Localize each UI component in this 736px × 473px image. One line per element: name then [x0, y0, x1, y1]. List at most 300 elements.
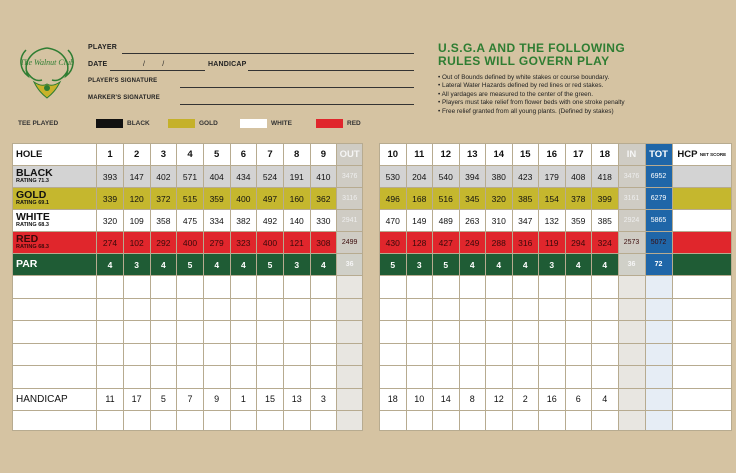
- score-cell[interactable]: [592, 321, 619, 344]
- score-cell[interactable]: [592, 343, 619, 366]
- hole-number: 1: [97, 144, 124, 166]
- score-cell[interactable]: [512, 321, 539, 344]
- black-yardage: 423: [512, 166, 539, 188]
- par-row-front: [13, 254, 363, 276]
- score-cell[interactable]: [203, 366, 230, 389]
- score-cell[interactable]: [592, 366, 619, 389]
- hole-row-front: [13, 144, 363, 166]
- hole-number: 14: [486, 144, 513, 166]
- in-score-cell[interactable]: [618, 321, 645, 344]
- score-cell[interactable]: [97, 366, 124, 389]
- hole-label-cell: [13, 144, 97, 166]
- score-cell[interactable]: [565, 298, 592, 321]
- club-logo-icon: [12, 40, 82, 106]
- hole-number: 5: [203, 144, 230, 166]
- score-row: [13, 343, 363, 366]
- red-yardage: 400: [257, 232, 284, 254]
- score-cell[interactable]: [283, 321, 310, 344]
- score-cell[interactable]: [486, 410, 513, 430]
- black-yardage: 204: [406, 166, 433, 188]
- score-cell[interactable]: [310, 343, 337, 366]
- gold-yardage: 515: [177, 188, 204, 210]
- score-cell[interactable]: [150, 343, 177, 366]
- hole-number: 15: [512, 144, 539, 166]
- rule-item: • Players must take relief from flower beds with one stroke penalty: [438, 99, 625, 107]
- white-tee-name: WHITE: [16, 211, 50, 223]
- score-row: [380, 321, 732, 344]
- white-yardage: 385: [592, 210, 619, 232]
- score-cell[interactable]: [486, 366, 513, 389]
- hcp-score-cell[interactable]: [672, 366, 732, 389]
- player-signature-field[interactable]: [88, 78, 157, 84]
- score-cell[interactable]: [512, 298, 539, 321]
- gold-yardage: 345: [459, 188, 486, 210]
- score-cell[interactable]: [177, 321, 204, 344]
- total-score-cell[interactable]: [645, 410, 672, 430]
- score-cell[interactable]: [257, 298, 284, 321]
- score-cell[interactable]: [310, 298, 337, 321]
- score-cell[interactable]: [486, 343, 513, 366]
- in-blank: [618, 388, 645, 410]
- par-grand-total: 72: [645, 254, 672, 276]
- player-name-cell[interactable]: [13, 410, 97, 430]
- score-cell[interactable]: [380, 343, 407, 366]
- gold-yardage: 160: [283, 188, 310, 210]
- player-name-cell[interactable]: [13, 343, 97, 366]
- score-cell[interactable]: [512, 343, 539, 366]
- score-cell[interactable]: [433, 343, 460, 366]
- hcp-score-cell[interactable]: [672, 410, 732, 430]
- red-yardage: 294: [565, 232, 592, 254]
- score-cell[interactable]: [257, 321, 284, 344]
- score-cell[interactable]: [406, 343, 433, 366]
- white-yardage: 359: [565, 210, 592, 232]
- white-yardage: 263: [459, 210, 486, 232]
- score-cell[interactable]: [406, 321, 433, 344]
- score-cell[interactable]: [310, 366, 337, 389]
- gold-row-front: [13, 188, 363, 210]
- score-cell[interactable]: [283, 366, 310, 389]
- score-cell[interactable]: [672, 254, 732, 276]
- gold-yardage: 168: [406, 188, 433, 210]
- score-cell[interactable]: [230, 343, 257, 366]
- score-cell[interactable]: [539, 276, 566, 299]
- player-field[interactable]: [88, 44, 117, 51]
- score-cell[interactable]: [459, 321, 486, 344]
- total-score-cell[interactable]: [645, 276, 672, 299]
- hcp-header: [672, 144, 732, 166]
- score-cell[interactable]: [230, 298, 257, 321]
- hole-number: 3: [150, 144, 177, 166]
- black-yardage: 434: [230, 166, 257, 188]
- tee-swatch-black[interactable]: [96, 119, 123, 128]
- score-cell[interactable]: [257, 276, 284, 299]
- score-cell[interactable]: [203, 410, 230, 430]
- score-row: [13, 298, 363, 321]
- score-cell[interactable]: [123, 321, 150, 344]
- gold-yardage: 372: [150, 188, 177, 210]
- par-row-back: [380, 254, 732, 276]
- gold-yardage: 154: [539, 188, 566, 210]
- par-tee-name: PAR: [16, 258, 38, 270]
- score-cell[interactable]: [230, 276, 257, 299]
- handicap-value: 7: [177, 388, 204, 410]
- score-cell[interactable]: [406, 298, 433, 321]
- handicap-value: 3: [310, 388, 337, 410]
- black-yardage: 571: [177, 166, 204, 188]
- score-cell[interactable]: [150, 276, 177, 299]
- score-cell[interactable]: [539, 343, 566, 366]
- in-score-cell[interactable]: [618, 410, 645, 430]
- gold-yardage: 359: [203, 188, 230, 210]
- total-score-cell[interactable]: [645, 321, 672, 344]
- score-cell[interactable]: [459, 366, 486, 389]
- red-row-front: [13, 232, 363, 254]
- white-yardage: 492: [257, 210, 284, 232]
- in-score-cell[interactable]: [618, 298, 645, 321]
- gold-yardage: 362: [310, 188, 337, 210]
- par-label-cell: [13, 254, 97, 276]
- tee-label-black: BLACK: [127, 120, 150, 127]
- out-score-cell[interactable]: [337, 298, 363, 321]
- score-cell[interactable]: [433, 276, 460, 299]
- total-score-cell[interactable]: [645, 343, 672, 366]
- marker-signature-label: MARKER'S SIGNATURE: [88, 95, 160, 101]
- score-cell[interactable]: [310, 276, 337, 299]
- handicap-value: 8: [459, 388, 486, 410]
- score-row: [13, 410, 363, 430]
- black-tee-name: BLACK: [16, 167, 53, 179]
- score-row: [380, 276, 732, 299]
- score-cell[interactable]: [565, 343, 592, 366]
- red-yardage: 128: [406, 232, 433, 254]
- par-yardage: 5: [177, 254, 204, 276]
- black-rating: RATING 71.3: [16, 178, 49, 184]
- in-score-cell[interactable]: [618, 276, 645, 299]
- out-score-cell[interactable]: [337, 343, 363, 366]
- score-cell[interactable]: [177, 410, 204, 430]
- red-rating: RATING 68.3: [16, 244, 49, 250]
- white-in-total: 2924: [618, 210, 645, 232]
- score-cell[interactable]: [283, 298, 310, 321]
- score-cell[interactable]: [592, 276, 619, 299]
- par-yardage: 3: [539, 254, 566, 276]
- score-row: [380, 366, 732, 389]
- total-score-cell[interactable]: [645, 298, 672, 321]
- black-yardage: 524: [257, 166, 284, 188]
- score-cell[interactable]: [406, 276, 433, 299]
- score-cell[interactable]: [459, 410, 486, 430]
- score-cell[interactable]: [539, 366, 566, 389]
- hcp-blank: [672, 388, 732, 410]
- hole-number: 16: [539, 144, 566, 166]
- par-yardage: 4: [97, 254, 124, 276]
- black-row-front: [13, 166, 363, 188]
- in-score-cell[interactable]: [618, 343, 645, 366]
- red-yardage: 121: [283, 232, 310, 254]
- score-cell[interactable]: [672, 210, 732, 232]
- gold-rating: RATING 69.1: [16, 200, 49, 206]
- score-cell[interactable]: [310, 410, 337, 430]
- score-cell[interactable]: [177, 276, 204, 299]
- score-cell[interactable]: [97, 321, 124, 344]
- red-row-back: [380, 232, 732, 254]
- score-cell[interactable]: [97, 276, 124, 299]
- score-cell[interactable]: [123, 366, 150, 389]
- score-cell[interactable]: [565, 410, 592, 430]
- par-in-total: 36: [618, 254, 645, 276]
- score-cell[interactable]: [380, 298, 407, 321]
- white-yardage: 470: [380, 210, 407, 232]
- hcp-score-cell[interactable]: [672, 298, 732, 321]
- score-cell[interactable]: [380, 410, 407, 430]
- score-cell[interactable]: [592, 298, 619, 321]
- handicap-row-front: [13, 388, 363, 410]
- total-header: TOT: [645, 144, 672, 166]
- white-yardage: 489: [433, 210, 460, 232]
- score-cell[interactable]: [123, 410, 150, 430]
- hole-number: 8: [283, 144, 310, 166]
- rules-list: [438, 74, 625, 116]
- score-cell[interactable]: [283, 343, 310, 366]
- score-cell[interactable]: [565, 366, 592, 389]
- in-score-cell[interactable]: [618, 366, 645, 389]
- white-row-front: [13, 210, 363, 232]
- score-cell[interactable]: [257, 366, 284, 389]
- score-cell[interactable]: [512, 366, 539, 389]
- score-cell[interactable]: [123, 343, 150, 366]
- score-cell[interactable]: [150, 410, 177, 430]
- tee-swatch-white[interactable]: [240, 119, 267, 128]
- hcp-score-cell[interactable]: [672, 276, 732, 299]
- par-yardage: 3: [123, 254, 150, 276]
- handicap-value: 4: [592, 388, 619, 410]
- score-cell[interactable]: [486, 298, 513, 321]
- gold-yardage: 400: [230, 188, 257, 210]
- red-label-cell: [13, 232, 97, 254]
- par-yardage: 4: [310, 254, 337, 276]
- par-out-total: 36: [337, 254, 363, 276]
- player-signature-label: PLAYER'S SIGNATURE: [88, 78, 158, 84]
- hole-number: 7: [257, 144, 284, 166]
- score-cell[interactable]: [257, 343, 284, 366]
- rules-title-line-1: U.S.G.A AND THE FOLLOWING: [438, 41, 626, 55]
- rule-item: • Free relief granted from all young plants. (Defined by stakes): [438, 108, 625, 116]
- par-yardage: 4: [592, 254, 619, 276]
- rules-title: [438, 42, 625, 68]
- red-tee-name: RED: [16, 233, 39, 245]
- score-cell[interactable]: [459, 343, 486, 366]
- score-cell[interactable]: [203, 321, 230, 344]
- black-yardage: 404: [203, 166, 230, 188]
- score-cell[interactable]: [230, 410, 257, 430]
- out-score-cell[interactable]: [337, 276, 363, 299]
- score-cell[interactable]: [283, 410, 310, 430]
- black-yardage: 530: [380, 166, 407, 188]
- tee-played-label: TEE PLAYED: [18, 120, 59, 127]
- logo-text: The Walnut Club: [20, 58, 74, 67]
- white-yardage: 149: [406, 210, 433, 232]
- hole-number: 9: [310, 144, 337, 166]
- out-score-cell[interactable]: [337, 366, 363, 389]
- score-cell[interactable]: [433, 366, 460, 389]
- tot-blank: [645, 388, 672, 410]
- black-in-total: 3476: [618, 166, 645, 188]
- red-yardage: 427: [433, 232, 460, 254]
- out-score-cell[interactable]: [337, 321, 363, 344]
- tee-swatch-red[interactable]: [316, 119, 343, 128]
- date-label: DATE: [88, 61, 108, 68]
- score-cell[interactable]: [565, 276, 592, 299]
- hole-number: 18: [592, 144, 619, 166]
- score-cell[interactable]: [283, 276, 310, 299]
- red-yardage: 274: [97, 232, 124, 254]
- player-name-cell[interactable]: [13, 276, 97, 299]
- gold-tee-name: GOLD: [16, 189, 47, 201]
- out-blank: [337, 388, 363, 410]
- white-yardage: 334: [203, 210, 230, 232]
- black-yardage: 179: [539, 166, 566, 188]
- score-cell[interactable]: [459, 298, 486, 321]
- black-row-back: [380, 166, 732, 188]
- score-cell[interactable]: [230, 321, 257, 344]
- gold-in-total: 3161: [618, 188, 645, 210]
- white-label-cell: [13, 210, 97, 232]
- score-cell[interactable]: [433, 298, 460, 321]
- score-cell[interactable]: [380, 276, 407, 299]
- back-nine-table: [379, 143, 732, 431]
- handicap-row-back: [380, 388, 732, 410]
- score-cell[interactable]: [539, 321, 566, 344]
- red-out-total: 2499: [337, 232, 363, 254]
- par-yardage: 5: [433, 254, 460, 276]
- date-field[interactable]: [88, 61, 247, 68]
- par-yardage: 4: [203, 254, 230, 276]
- score-cell[interactable]: [203, 298, 230, 321]
- black-yardage: 410: [310, 166, 337, 188]
- score-cell[interactable]: [177, 343, 204, 366]
- score-row: [13, 276, 363, 299]
- tee-swatch-gold[interactable]: [168, 119, 195, 128]
- par-yardage: 5: [380, 254, 407, 276]
- player-name-cell[interactable]: [13, 366, 97, 389]
- player-name-cell[interactable]: [13, 321, 97, 344]
- score-cell[interactable]: [539, 410, 566, 430]
- par-yardage: 4: [230, 254, 257, 276]
- score-cell[interactable]: [177, 298, 204, 321]
- handicap-value: 10: [406, 388, 433, 410]
- hcp-score-cell[interactable]: [672, 343, 732, 366]
- white-out-total: 2941: [337, 210, 363, 232]
- score-cell[interactable]: [150, 298, 177, 321]
- gold-grand-total: 6279: [645, 188, 672, 210]
- handicap-value: 12: [486, 388, 513, 410]
- score-cell[interactable]: [123, 298, 150, 321]
- handicap-value: 17: [123, 388, 150, 410]
- white-grand-total: 5865: [645, 210, 672, 232]
- tee-label-white: WHITE: [271, 120, 292, 127]
- gold-row-back: [380, 188, 732, 210]
- score-cell[interactable]: [512, 276, 539, 299]
- white-yardage: 140: [283, 210, 310, 232]
- score-cell[interactable]: [672, 166, 732, 188]
- score-cell[interactable]: [433, 321, 460, 344]
- score-row: [380, 298, 732, 321]
- tee-label-gold: GOLD: [199, 120, 218, 127]
- red-yardage: 102: [123, 232, 150, 254]
- score-cell[interactable]: [380, 366, 407, 389]
- out-score-cell[interactable]: [337, 410, 363, 430]
- score-cell[interactable]: [565, 321, 592, 344]
- score-cell[interactable]: [123, 276, 150, 299]
- score-cell[interactable]: [97, 298, 124, 321]
- white-yardage: 347: [512, 210, 539, 232]
- score-cell[interactable]: [97, 410, 124, 430]
- score-cell[interactable]: [433, 410, 460, 430]
- net-score-label: NET SCORE: [699, 151, 727, 157]
- score-cell[interactable]: [539, 298, 566, 321]
- total-score-cell[interactable]: [645, 366, 672, 389]
- marker-signature-field[interactable]: [88, 95, 160, 101]
- par-yardage: 4: [486, 254, 513, 276]
- score-cell[interactable]: [380, 321, 407, 344]
- gold-yardage: 399: [592, 188, 619, 210]
- score-cell[interactable]: [203, 276, 230, 299]
- player-name-cell[interactable]: [13, 298, 97, 321]
- gold-label-cell: [13, 188, 97, 210]
- handicap-value: 2: [512, 388, 539, 410]
- score-cell[interactable]: [672, 232, 732, 254]
- rule-item: • Lateral Water Hazards defined by red lines or red stakes.: [438, 82, 625, 90]
- score-cell[interactable]: [486, 321, 513, 344]
- score-cell[interactable]: [459, 276, 486, 299]
- white-yardage: 310: [486, 210, 513, 232]
- score-cell[interactable]: [150, 366, 177, 389]
- gold-yardage: 516: [433, 188, 460, 210]
- score-cell[interactable]: [97, 343, 124, 366]
- par-yardage: 4: [512, 254, 539, 276]
- score-cell[interactable]: [406, 410, 433, 430]
- score-cell[interactable]: [486, 276, 513, 299]
- handicap-value: 6: [565, 388, 592, 410]
- score-cell[interactable]: [672, 188, 732, 210]
- score-cell[interactable]: [310, 321, 337, 344]
- white-yardage: 475: [177, 210, 204, 232]
- score-row: [13, 321, 363, 344]
- hole-number: 4: [177, 144, 204, 166]
- red-yardage: 324: [592, 232, 619, 254]
- black-out-total: 3476: [337, 166, 363, 188]
- score-cell[interactable]: [512, 410, 539, 430]
- score-cell[interactable]: [257, 410, 284, 430]
- red-yardage: 292: [150, 232, 177, 254]
- score-cell[interactable]: [406, 366, 433, 389]
- hcp-score-cell[interactable]: [672, 321, 732, 344]
- player-label: PLAYER: [88, 44, 117, 51]
- date-value: / /: [143, 61, 165, 68]
- score-cell[interactable]: [230, 366, 257, 389]
- front-nine-table: [12, 143, 363, 431]
- par-yardage: 3: [406, 254, 433, 276]
- score-cell[interactable]: [150, 321, 177, 344]
- score-cell[interactable]: [592, 410, 619, 430]
- white-yardage: 358: [150, 210, 177, 232]
- score-cell[interactable]: [203, 343, 230, 366]
- score-cell[interactable]: [177, 366, 204, 389]
- black-yardage: 394: [459, 166, 486, 188]
- score-row: [380, 343, 732, 366]
- handicap-label-cell: [13, 388, 97, 410]
